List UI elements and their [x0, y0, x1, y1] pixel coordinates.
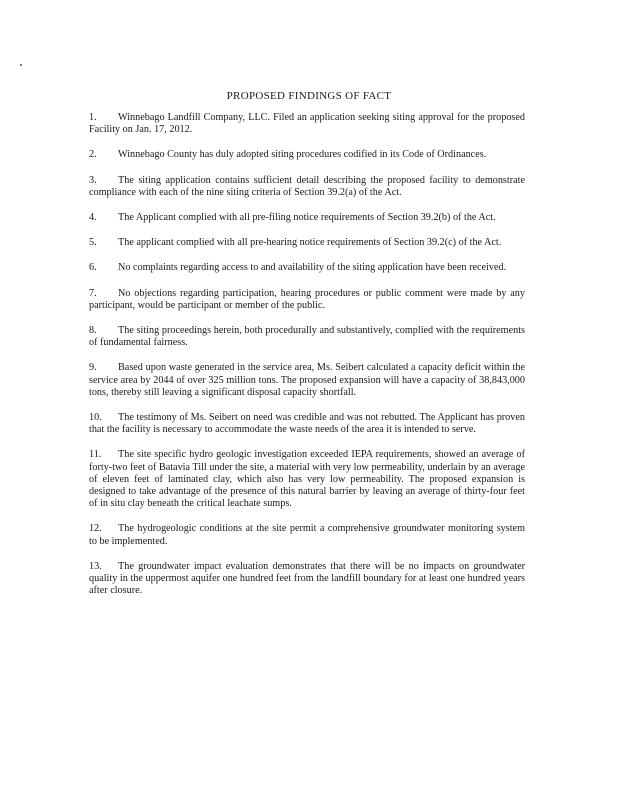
finding-text: The applicant complied with all pre-hearing notice requirements of Section 39.2(c) of the Act.: [118, 237, 502, 249]
finding-number: 4.: [89, 212, 97, 224]
finding-number: 6.: [89, 262, 97, 274]
finding-number: 7.: [89, 287, 97, 299]
finding-item: [89, 112, 525, 136]
finding-text: No complaints regarding access to and availability of the siting application have been received.: [118, 262, 507, 274]
finding-text: The siting application contains sufficient detail describing the proposed facility to demonstrate compliance with each of the nine siting criteria of Section 39.2(a) of the Act.: [89, 174, 525, 198]
finding-number: 3.: [89, 174, 97, 186]
findings-list: [89, 112, 525, 610]
page-title: PROPOSED FINDINGS OF FACT: [226, 90, 392, 102]
finding-number: 2.: [89, 149, 97, 161]
finding-item: [89, 175, 525, 199]
finding-text: The site specific hydro geologic investigation exceeded IEPA requirements, showed an average of forty-two feet of Batavia Till under the site, a material with very low permeability, underlain by an average of eleven feet of laminated clay, which also has very low permeability. The proposed expansion is designed to take advantage of the presence of this natural barrier by leaving an average of thirty-four feet of in situ clay beneath the critical leachate sumps.: [89, 449, 525, 510]
finding-text: The siting proceedings herein, both procedurally and substantively, complied with the requirements of fundamental fairness.: [89, 325, 525, 349]
finding-number: 12.: [89, 523, 102, 535]
finding-item: [89, 325, 525, 349]
finding-number: 11.: [89, 449, 102, 461]
finding-text: The Applicant complied with all pre-filing notice requirements of Section 39.2(b) of the Act.: [118, 212, 496, 224]
scan-speck: [20, 64, 22, 66]
finding-item: [89, 149, 525, 161]
finding-number: 13.: [89, 560, 102, 572]
finding-item: [89, 212, 525, 224]
finding-number: 1.: [89, 112, 97, 123]
finding-item: [89, 561, 525, 598]
finding-text: Winnebago County has duly adopted siting procedures codified in its Code of Ordinances.: [118, 149, 487, 161]
finding-text: No objections regarding participation, hearing procedures or public comment were made by any participant, would be participant or member of the public.: [89, 287, 525, 311]
finding-number: 8.: [89, 325, 97, 337]
finding-item: [89, 362, 525, 399]
finding-item: [89, 237, 525, 249]
finding-text: The testimony of Ms. Seibert on need was credible and was not rebutted. The Applicant has proven that the facility is necessary to accommodate the waste needs of the area it is intended to serve.: [89, 412, 525, 436]
finding-item: [89, 288, 525, 312]
finding-text: Winnebago Landfill Company, LLC. Filed an application seeking siting approval for the proposed Facility on Jan. 17, 2012.: [89, 112, 525, 136]
finding-item: [89, 412, 525, 436]
finding-item: [89, 449, 525, 510]
finding-number: 10.: [89, 412, 102, 424]
finding-item: [89, 523, 525, 547]
finding-item: [89, 262, 525, 274]
finding-text: Based upon waste generated in the service area, Ms. Seibert calculated a capacity deficit within the service area by 2044 of over 325 million tons. The proposed expansion will have a capacity of 38,843,000 tons, thereby still leaving a significant disposal capacity shortfall.: [89, 362, 525, 398]
finding-number: 9.: [89, 362, 97, 374]
finding-number: 5.: [89, 237, 97, 249]
finding-text: The hydrogeologic conditions at the site permit a comprehensive groundwater monitoring system to be implemented.: [89, 523, 525, 547]
finding-text: The groundwater impact evaluation demonstrates that there will be no impacts on groundwater quality in the uppermost aquifer one hundred feet from the landfill boundary for at least one hundred years after closure.: [89, 560, 525, 597]
